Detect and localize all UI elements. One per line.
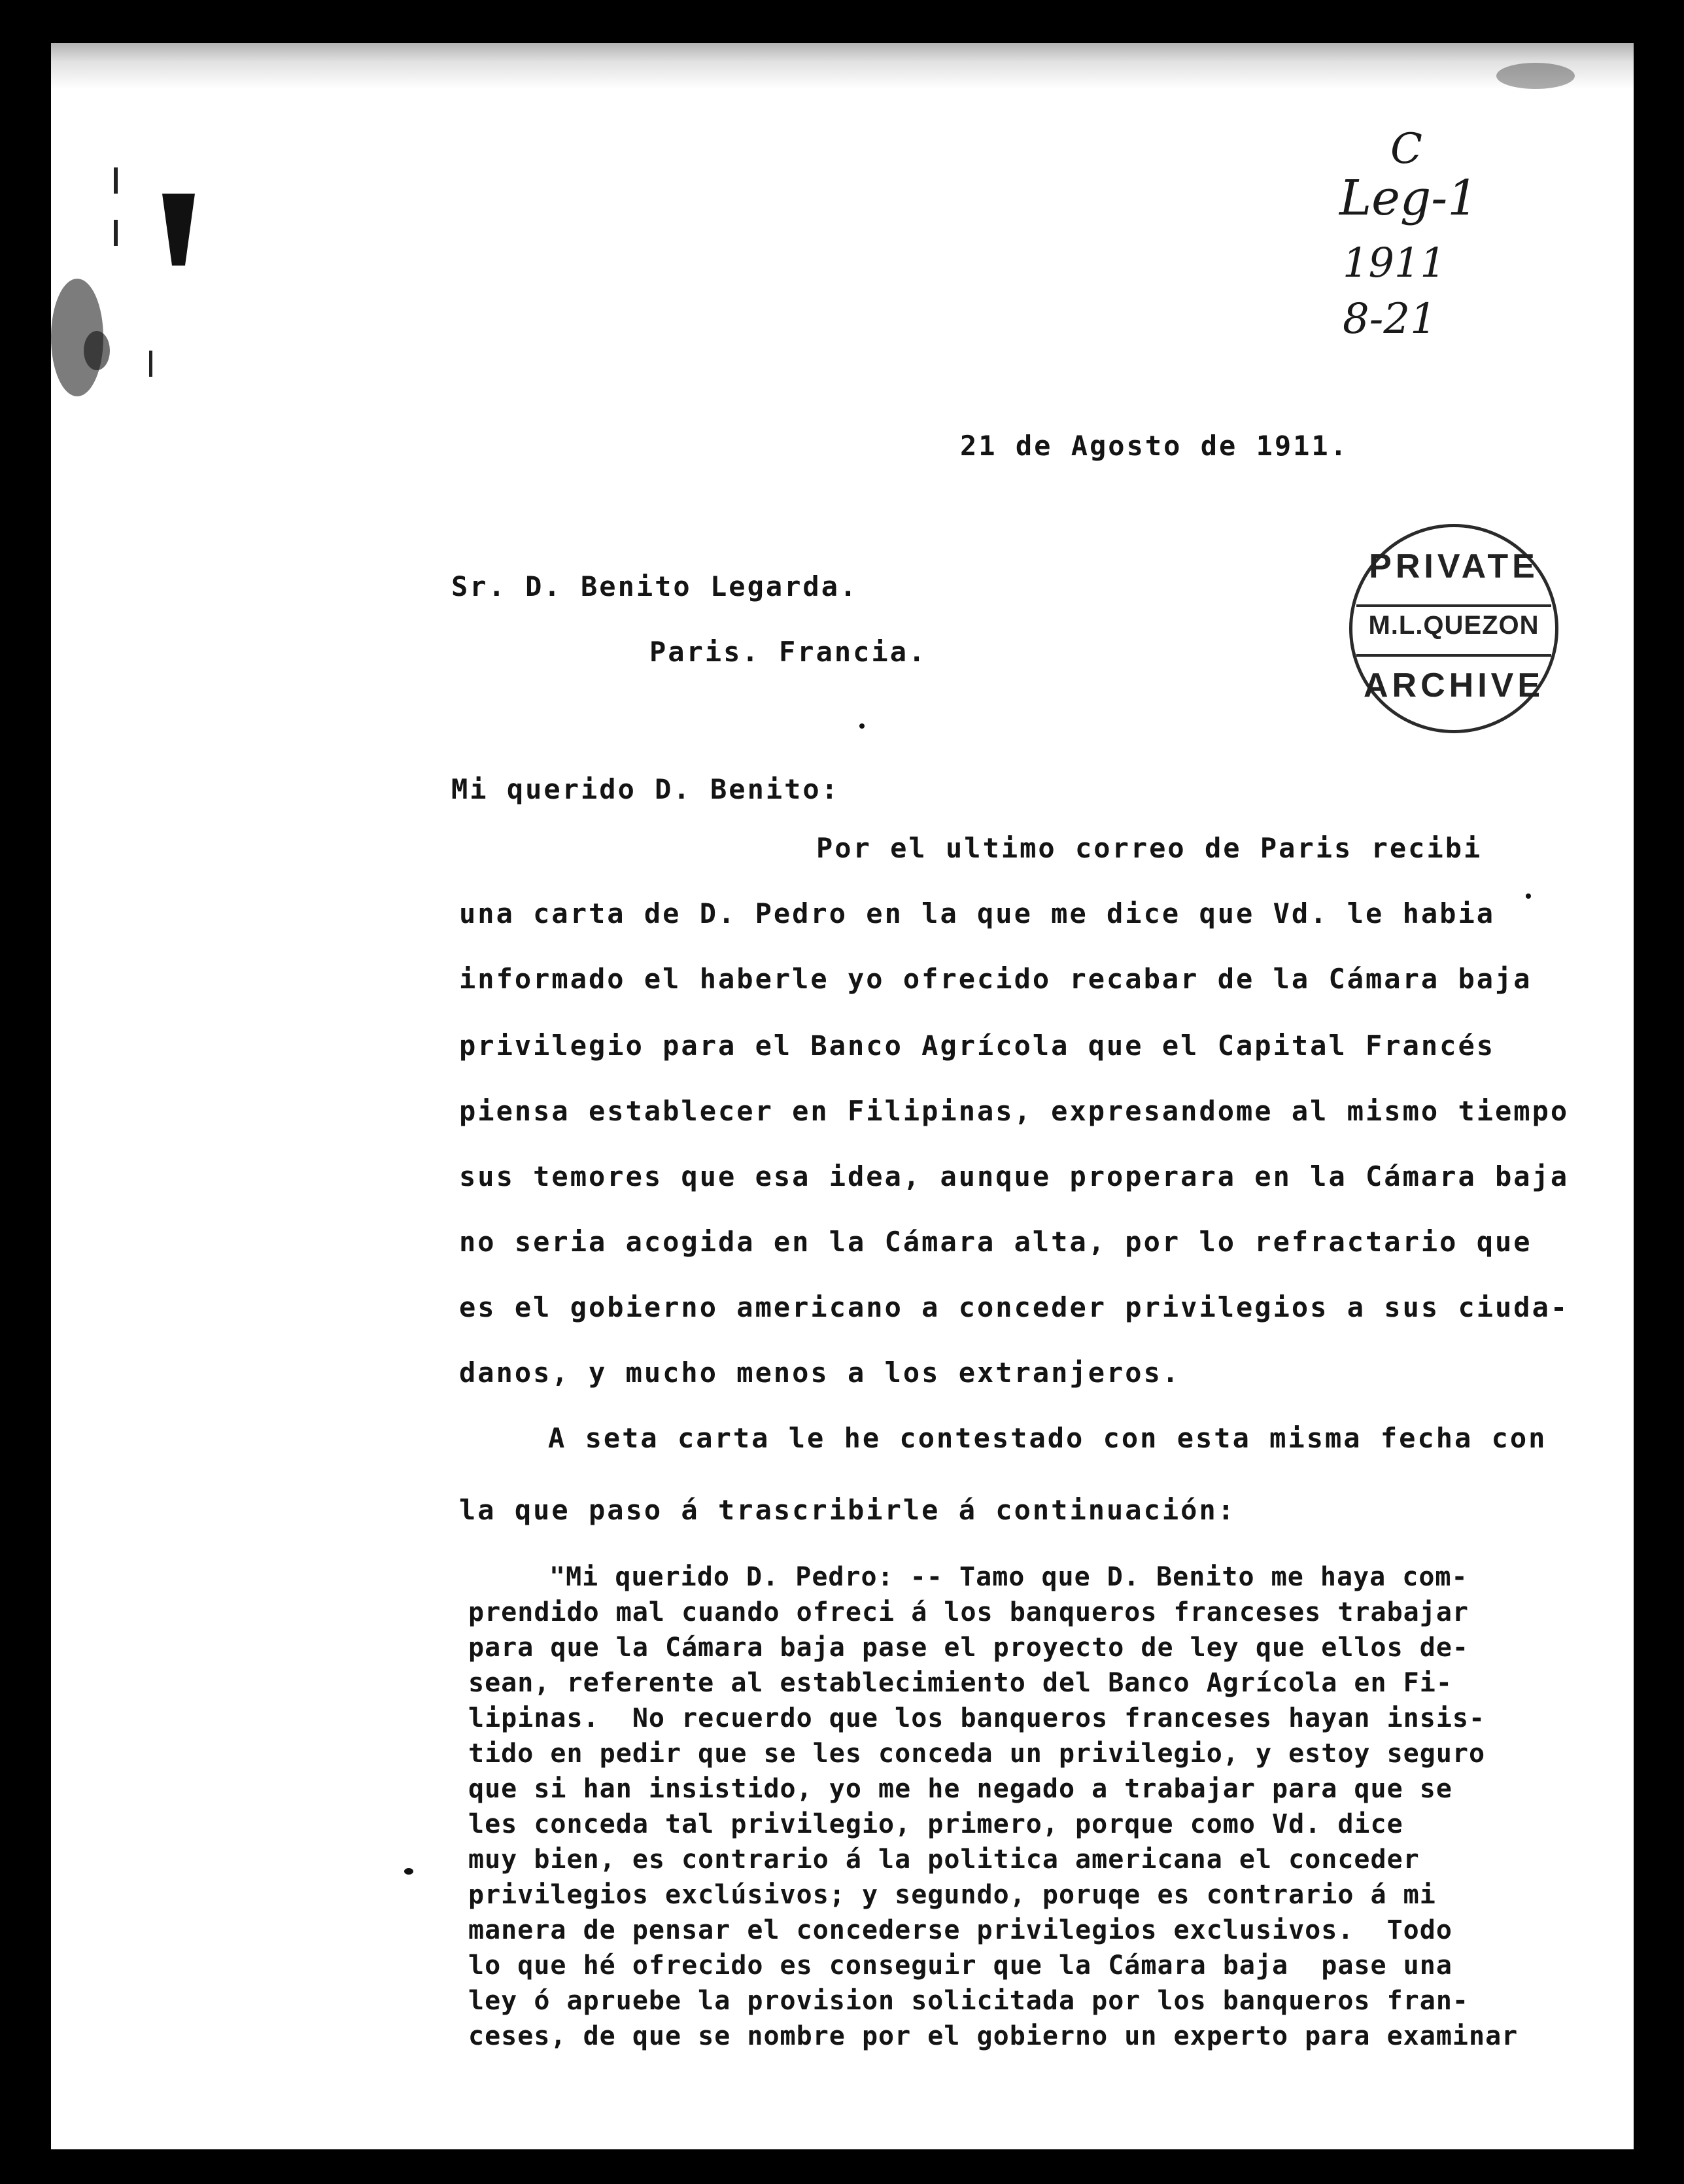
handwritten-date: 8-21 xyxy=(1343,295,1437,343)
quote-line: privilegios exclúsivos; y segundo, poruqe es contrario á mi xyxy=(468,1880,1436,1910)
ink-smudge xyxy=(1496,63,1575,89)
stamp-bottom-text: ARCHIVE xyxy=(1363,667,1545,704)
quote-line: manera de pensar el concederse privilegios exclusivos. Todo xyxy=(468,1915,1452,1945)
quote-line: que si han insistido, yo me he negado a trabajar para que se xyxy=(468,1774,1452,1804)
binding-mark xyxy=(114,220,118,246)
quote-line: para que la Cámara baja pase el proyecto de ley que ellos de- xyxy=(468,1633,1469,1663)
body-line: piensa establecer en Filipinas, expresandome al mismo tiempo xyxy=(459,1095,1570,1127)
salutation: Mi querido D. Benito: xyxy=(451,773,840,805)
handwritten-letter: C xyxy=(1390,125,1422,173)
quote-line: lipinas. No recuerdo que los banqueros franceses hayan insis- xyxy=(468,1703,1486,1733)
stray-mark xyxy=(404,1868,413,1875)
recipient-location: Paris. Francia. xyxy=(649,636,927,668)
scan-top-edge-shading xyxy=(51,43,1634,89)
body-line: Por el ultimo correo de Paris recibi xyxy=(816,832,1483,864)
body-line: danos, y mucho menos a los extranjeros. xyxy=(459,1357,1181,1389)
quote-line: les conceda tal privilegio, primero, porque como Vd. dice xyxy=(468,1809,1403,1839)
body-line: sus temores que esa idea, aunque properara en la Cámara baja xyxy=(459,1160,1570,1192)
binding-mark xyxy=(149,351,152,377)
body-line: la que paso á trascribirle á continuación: xyxy=(459,1494,1237,1526)
body-line: informado el haberle yo ofrecido recabar de la Cámara baja xyxy=(459,963,1532,995)
stamp-name-text: M.L.QUEZON xyxy=(1368,611,1539,640)
quote-line: prendido mal cuando ofreci á los banqueros franceses trabajar xyxy=(468,1597,1469,1627)
letter-page xyxy=(51,43,1634,2149)
quote-line: tido en pedir que se les conceda un privilegio, y estoy seguro xyxy=(468,1739,1486,1769)
body-line: es el gobierno americano a conceder privilegios a sus ciuda- xyxy=(459,1291,1570,1323)
handwritten-year: 1911 xyxy=(1343,239,1446,286)
stray-mark xyxy=(1526,893,1531,899)
body-line: privilegio para el Banco Agrícola que el Capital Francés xyxy=(459,1030,1496,1062)
quote-line: ley ó apruebe la provision solicitada por los banqueros fran- xyxy=(468,1986,1469,2016)
quote-line: ceses, de que se nombre por el gobierno un experto para examinar xyxy=(468,2021,1519,2051)
body-line: una carta de D. Pedro en la que me dice que Vd. le habia xyxy=(459,897,1496,929)
quote-line: sean, referente al establecimiento del Banco Agrícola en Fi- xyxy=(468,1668,1452,1698)
quote-line: muy bien, es contrario á la politica americana el conceder xyxy=(468,1845,1420,1875)
binding-mark xyxy=(114,167,118,194)
body-line: no seria acogida en la Cámara alta, por lo refractario que xyxy=(459,1226,1532,1258)
stamp-top-text: PRIVATE xyxy=(1369,547,1539,585)
ink-smudge xyxy=(84,331,110,370)
quote-line: lo que hé ofrecido es conseguir que la Cámara baja pase una xyxy=(468,1950,1452,1981)
body-line: A seta carta le he contestado con esta misma fecha con xyxy=(548,1422,1547,1454)
handwritten-file-code: Leg-1 xyxy=(1339,170,1479,226)
binding-mark xyxy=(162,194,195,266)
quote-line: "Mi querido D. Pedro: -- Tamo que D. Benito me haya com- xyxy=(549,1562,1468,1592)
stray-mark xyxy=(859,723,865,729)
private-archive-stamp xyxy=(1349,524,1558,733)
date-line: 21 de Agosto de 1911. xyxy=(960,430,1349,462)
recipient-name: Sr. D. Benito Legarda. xyxy=(451,570,859,602)
